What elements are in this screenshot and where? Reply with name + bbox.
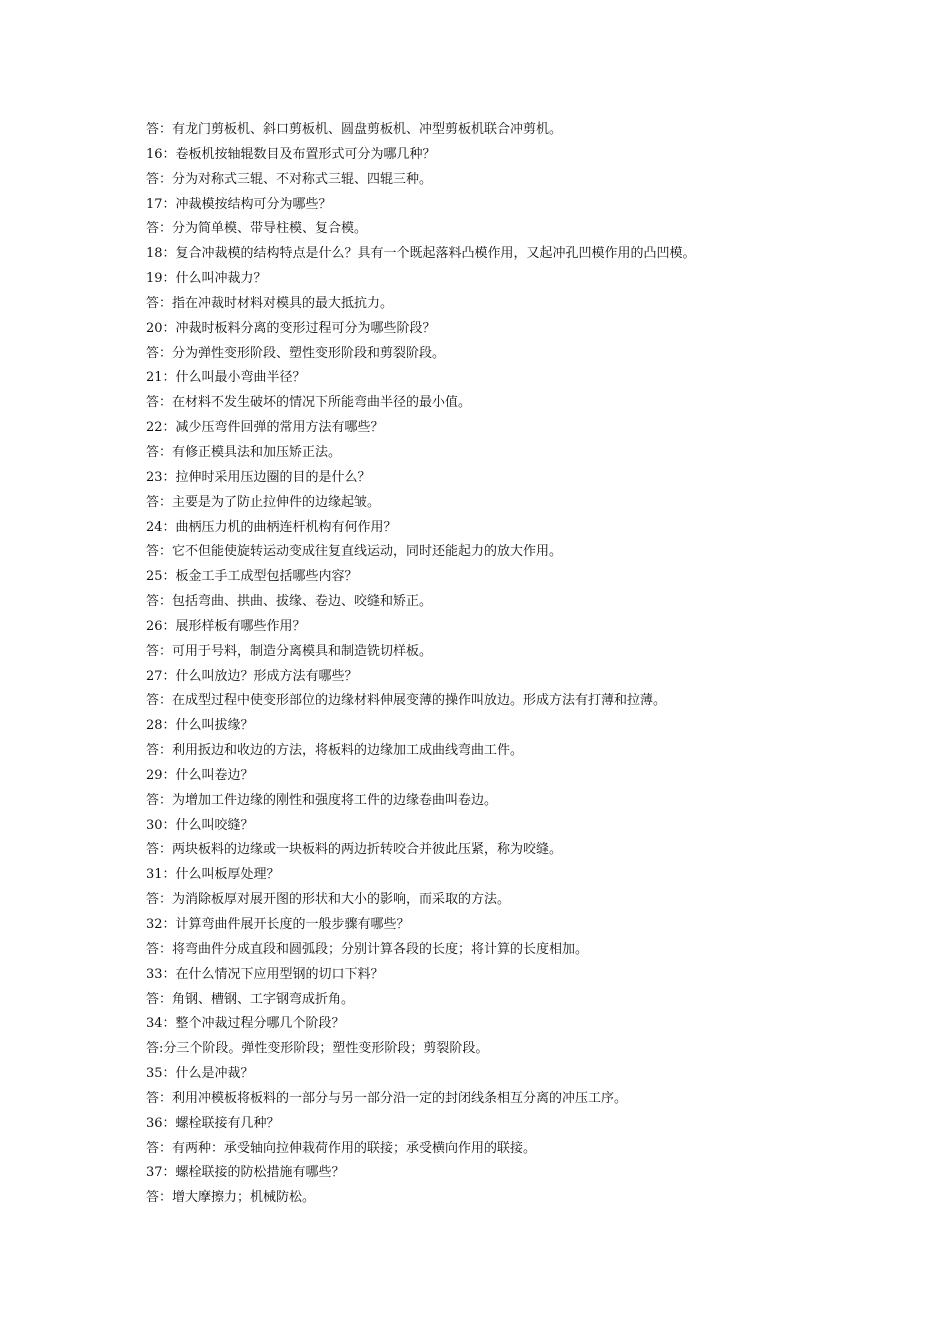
text-line: 34：整个冲裁过程分哪几个阶段？ <box>146 1016 345 1032</box>
text-line: 25：板金工手工成型包括哪些内容？ <box>146 569 358 585</box>
text-line: 答：有龙门剪板机、斜口剪板机、圆盘剪板机、冲型剪板机联合冲剪机。 <box>146 122 563 137</box>
text-line: 20：冲裁时板料分离的变形过程可分为哪些阶段？ <box>146 320 436 336</box>
text-line: 答：有两种：承受轴向拉伸栽荷作用的联接；承受横向作用的联接。 <box>146 1140 537 1156</box>
text-line: 答：角钢、槽钢、工字钢弯成折角。 <box>146 991 355 1007</box>
text-line: 23：拉伸时采用压边圈的目的是什么？ <box>146 469 371 485</box>
text-line: 36：螺栓联接有几种？ <box>146 1115 280 1131</box>
text-line: 答：可用于号料，制造分离模具和制造铣切样板。 <box>146 643 433 659</box>
text-line: 答：分为简单模、带导柱模、复合模。 <box>146 221 368 237</box>
qa-text-body <box>146 118 926 1211</box>
text-line: 答：为消除板厚对展开图的形状和大小的影响，而采取的方法。 <box>146 892 511 908</box>
text-line: 18：复合冲裁模的结构特点是什么？具有一个既起落料凸模作用，又起冲孔凹模作用的凸凹模。 <box>146 246 696 262</box>
text-line: 答：利用冲模板将板料的一部分与另一部分沿一定的封闭线条相互分离的冲压工序。 <box>146 1090 628 1106</box>
text-line: 30：什么叫咬缝？ <box>146 817 254 833</box>
text-line: 答：包括弯曲、拱曲、拔缘、卷边、咬缝和矫正。 <box>146 594 433 610</box>
text-line: 答：分为弹性变形阶段、塑性变形阶段和剪裂阶段。 <box>146 345 446 361</box>
text-line: 答：将弯曲件分成直段和圆弧段；分别计算各段的长度；将计算的长度相加。 <box>146 941 589 957</box>
text-line: 26：展形样板有哪些作用？ <box>146 618 306 634</box>
text-line: 答：两块板料的边缘或一块板料的两边折转咬合并彼此压紧，称为咬缝。 <box>146 842 563 858</box>
text-line: 答:分三个阶段。弹性变形阶段；塑性变形阶段；剪裂阶段。 <box>146 1041 489 1057</box>
text-line: 22：减少压弯件回弹的常用方法有哪些？ <box>146 420 384 436</box>
text-line: 21：什么叫最小弯曲半径？ <box>146 370 306 386</box>
text-line: 17：冲裁模按结构可分为哪些？ <box>146 196 332 212</box>
text-line: 28：什么叫拔缘？ <box>146 718 254 734</box>
text-line: 答：利用扳边和收边的方法，将板料的边缘加工成曲线弯曲工件。 <box>146 743 524 759</box>
text-line: 16：卷板机按轴辊数目及布置形式可分为哪几种？ <box>146 146 436 162</box>
text-line: 答：在成型过程中使变形部位的边缘材料伸展变薄的操作叫放边。形成方法有打薄和拉薄。 <box>146 693 667 709</box>
text-line: 27：什么叫放边？形成方法有哪些？ <box>146 668 358 684</box>
text-line: 答：有修正模具法和加压矫正法。 <box>146 444 342 460</box>
text-line: 24：曲柄压力机的曲柄连杆机构有何作用？ <box>146 519 397 535</box>
text-line: 35：什么是冲裁？ <box>146 1066 254 1082</box>
text-line: 答：增大摩擦力；机械防松。 <box>146 1190 316 1206</box>
text-line: 33：在什么情况下应用型钢的切口下料？ <box>146 966 384 982</box>
text-line: 19：什么叫冲裁力？ <box>146 271 267 287</box>
text-line: 答：在材料不发生破坏的情况下所能弯曲半径的最小值。 <box>146 395 472 411</box>
text-line: 答：它不但能使旋转运动变成往复直线运动，同时还能起力的放大作用。 <box>146 544 563 560</box>
text-line: 答：指在冲裁时材料对模具的最大抵抗力。 <box>146 295 394 311</box>
text-line: 答：分为对称式三辊、不对称式三辊、四辊三种。 <box>146 171 433 187</box>
text-line: 37：螺栓联接的防松措施有哪些？ <box>146 1165 345 1181</box>
text-line: 31：什么叫板厚处理？ <box>146 867 280 883</box>
text-line: 答：为增加工件边缘的刚性和强度将工件的边缘卷曲叫卷边。 <box>146 792 498 808</box>
text-line: 答：主要是为了防止拉伸件的边缘起皱。 <box>146 494 381 510</box>
text-line: 32：计算弯曲件展开长度的一般步骤有哪些？ <box>146 917 410 932</box>
text-line: 29：什么叫卷边？ <box>146 767 254 783</box>
